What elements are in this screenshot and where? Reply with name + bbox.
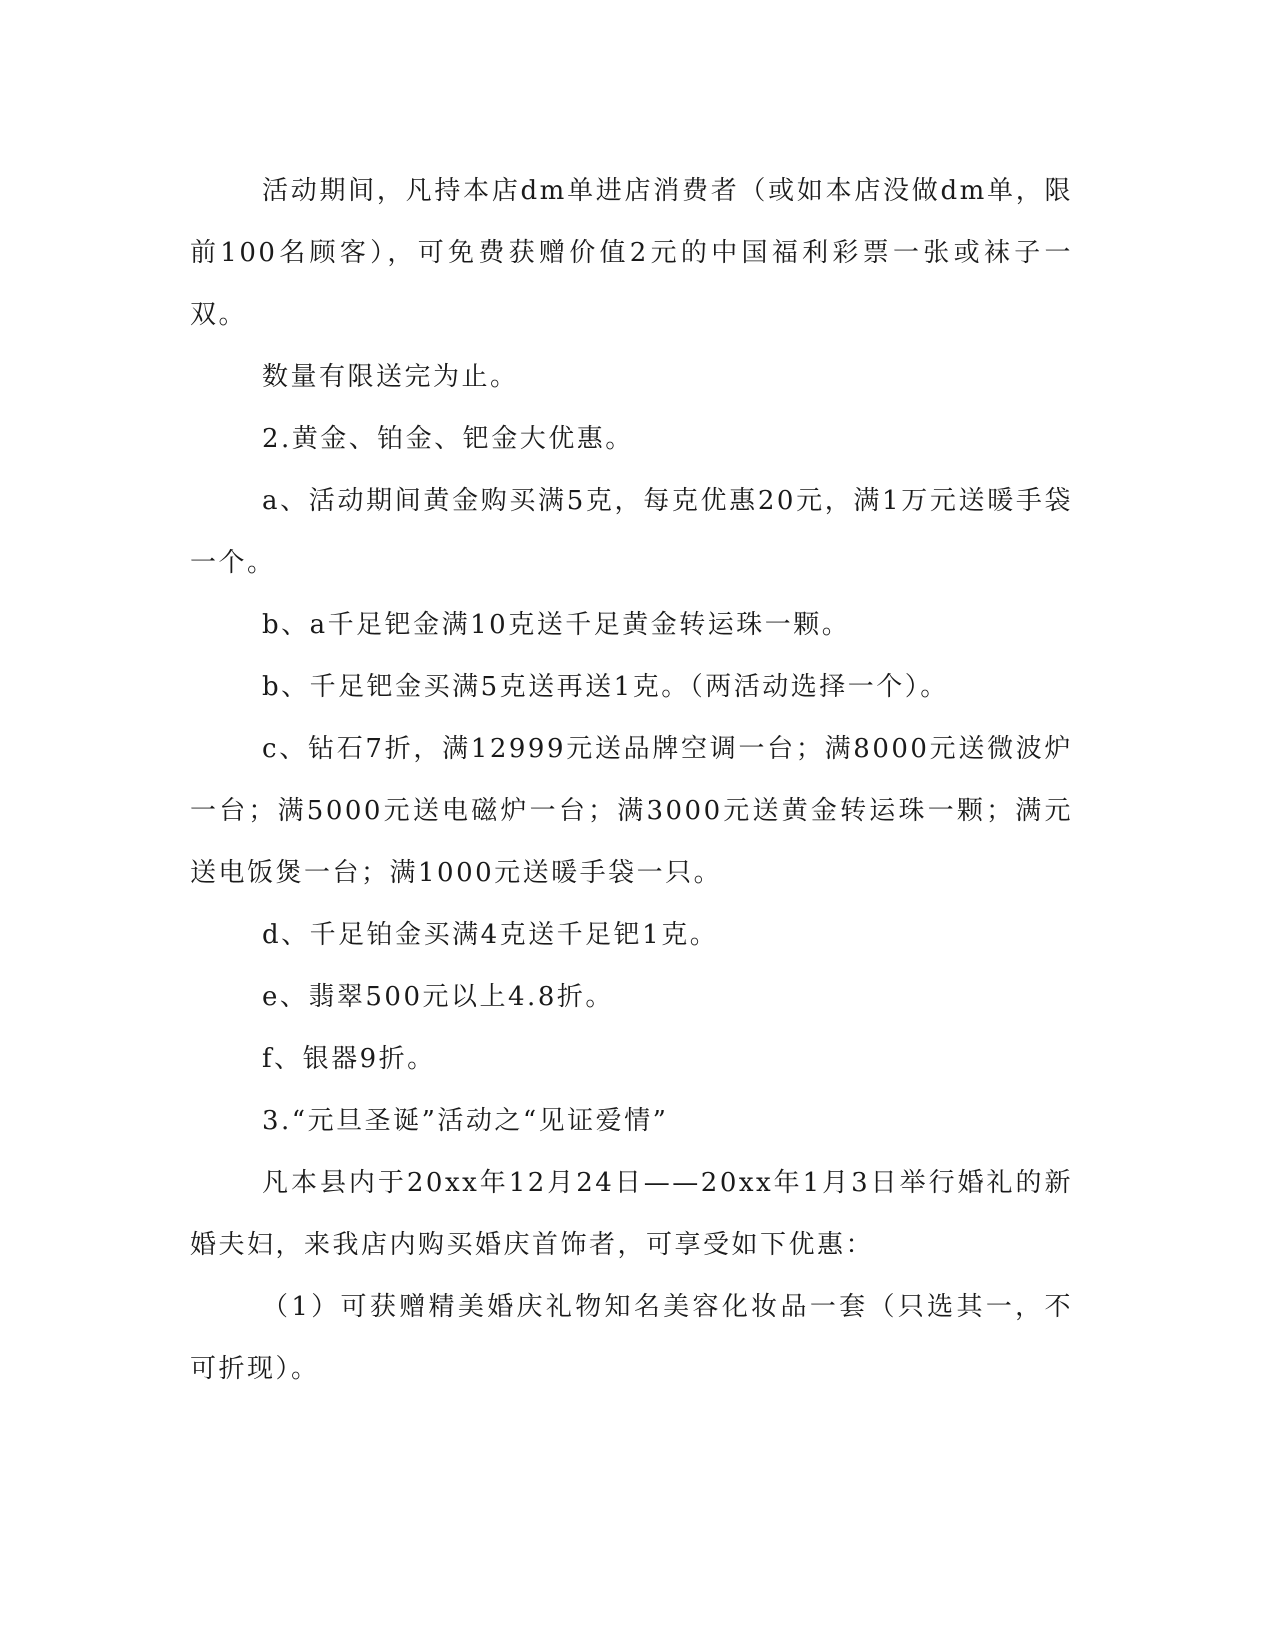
paragraph-wedding-eligibility: 凡本县内于20xx年12月24日——20xx年1月3日举行婚礼的新婚夫妇，来我店内购买婚庆首饰者，可享受如下优惠： — [190, 1168, 1073, 1260]
paragraph-item-a-gold: a、活动期间黄金购买满5克，每克优惠20元，满1万元送暖手袋一个。 — [190, 486, 1073, 578]
paragraph-item-e-jade: e、翡翠500元以上4.8折。 — [262, 982, 614, 1012]
paragraph-item-b-palladium-5g: b、千足钯金买满5克送再送1克。（两活动选择一个）。 — [262, 672, 949, 702]
paragraph-dm-gift: 活动期间，凡持本店dm单进店消费者（或如本店没做dm单，限前100名顾客），可免费获赠价值2元的中国福利彩票一张或袜子一双。 — [190, 176, 1073, 330]
document-body — [190, 160, 1073, 1400]
paragraph-item-f-silver: f、银器9折。 — [262, 1044, 436, 1074]
paragraph-wedding-gift-1: （1）可获赠精美婚庆礼物知名美容化妆品一套（只选其一，不可折现）。 — [190, 1292, 1073, 1384]
paragraph-section-3-heading: 3.“元旦圣诞”活动之“见证爱情” — [262, 1106, 669, 1136]
paragraph-item-b-palladium-10g: b、a千足钯金满10克送千足黄金转运珠一颗。 — [262, 610, 851, 640]
paragraph-limited-quantity: 数量有限送完为止。 — [262, 362, 519, 392]
paragraph-item-c-diamond: c、钻石7折，满12999元送品牌空调一台；满8000元送微波炉一台；满5000元送电磁炉一台；满3000元送黄金转运珠一颗；满元送电饭煲一台；满1000元送暖手袋一只。 — [190, 734, 1073, 888]
paragraph-section-2-heading: 2.黄金、铂金、钯金大优惠。 — [262, 424, 634, 454]
paragraph-item-d-platinum: d、千足铂金买满4克送千足钯1克。 — [262, 920, 719, 950]
